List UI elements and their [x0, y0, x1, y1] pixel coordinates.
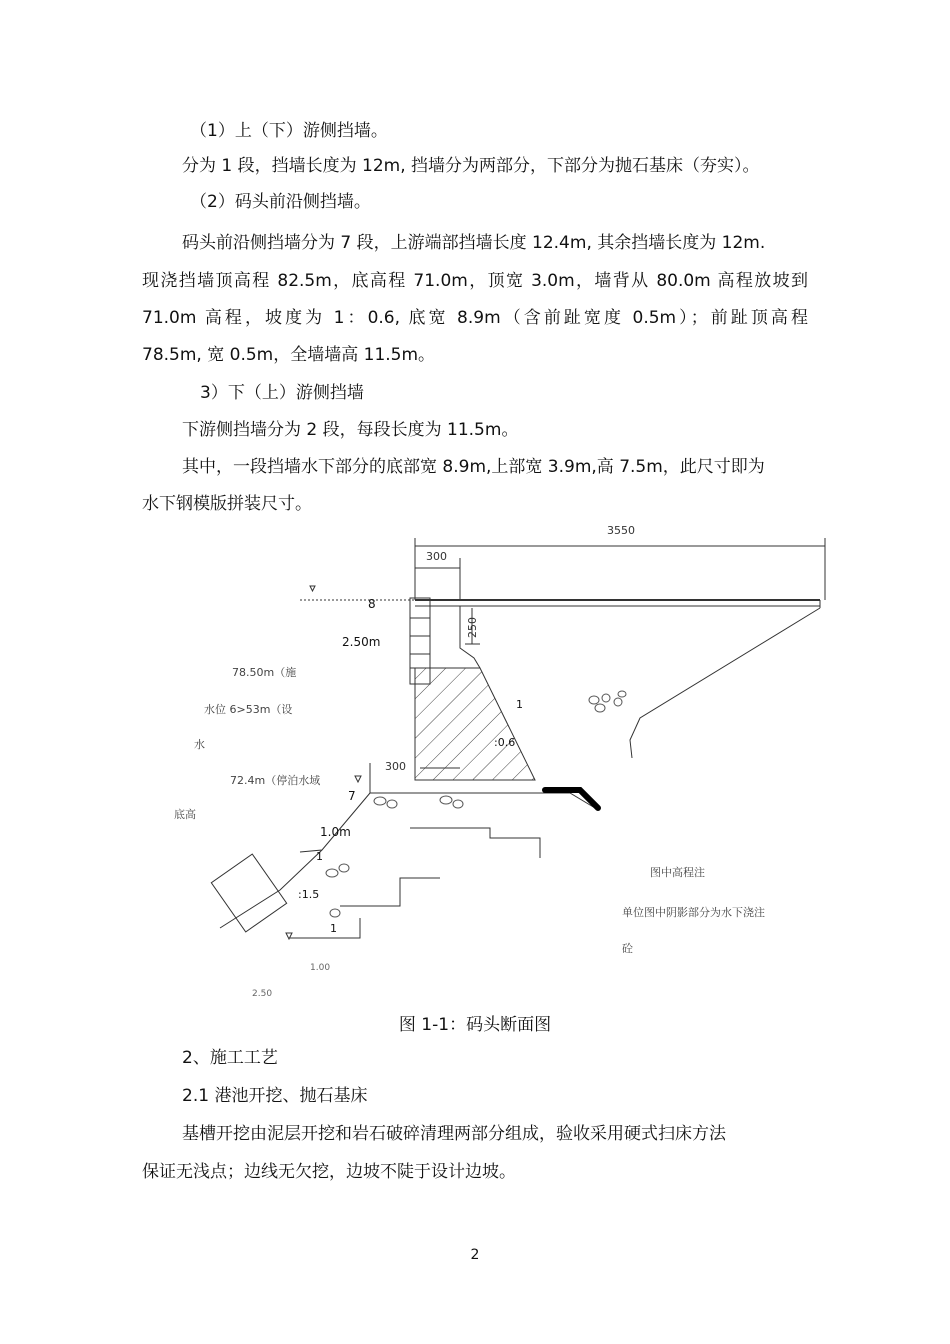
slope-label-1c: 1 — [330, 922, 337, 935]
label-2-50m: 2.50m — [342, 635, 381, 649]
paragraph-4-line-3: 71.0m 高程，坡度为 1：0.6, 底宽 8.9m（含前趾宽度 0.5m）；前趾顶高程 — [142, 308, 808, 328]
bench-step-1 — [410, 828, 540, 858]
label-cut-1: 1.00 — [310, 963, 331, 973]
paragraph-5: 3）下（上）游侧挡墙 — [200, 383, 364, 403]
slope-label-1b: 1 — [316, 850, 323, 863]
dim-300-top: 300 — [426, 550, 447, 563]
slope-label-1-5: :1.5 — [298, 888, 320, 901]
note-concrete: 砼 — [622, 942, 633, 955]
paragraph-8-line-1: 基槽开挖由泥层开挖和岩石破碎清理两部分组成，验收采用硬式扫床方法 — [182, 1124, 726, 1144]
label-72-4m: 72.4m（停泊水域 — [230, 774, 321, 787]
label-water-level: 水位 6>53m（设 — [204, 703, 293, 716]
slope-label-0-6: :0.6 — [494, 736, 516, 749]
paragraph-7-line-2: 水下钢模版拼装尺寸。 — [142, 494, 312, 514]
label-cut-2: 2.50 — [252, 989, 273, 996]
paragraph-1: （1）上（下）游侧挡墙。 — [190, 121, 388, 141]
section-heading-2-1: 2.1 港池开挖、抛石基床 — [182, 1086, 368, 1106]
foundation-top — [370, 780, 595, 808]
front-slope — [300, 793, 370, 852]
water-mark-triangle-1 — [310, 586, 315, 591]
cast-in-situ-concrete-hatch — [415, 668, 535, 780]
paragraph-6: 下游侧挡墙分为 2 段，每段长度为 11.5m。 — [182, 420, 519, 440]
slope-label-1a: 1 — [516, 698, 523, 711]
backfill-slope — [630, 608, 820, 758]
bench-step-3 — [290, 918, 360, 938]
paragraph-4-line-1: 码头前沿侧挡墙分为 7 段，上游端部挡墙长度 12.4m, 其余挡墙长度为 12m. — [182, 233, 766, 253]
section-heading-2: 2、施工工艺 — [182, 1048, 278, 1068]
paragraph-8-line-2: 保证无浅点；边线无欠挖，边坡不陡于设计边坡。 — [142, 1162, 516, 1182]
label-1-0m: 1.0m — [320, 825, 351, 839]
note-shaded-area: 单位图中阴影部分为水下浇注 — [622, 906, 765, 919]
label-bottom-elevation: 底高 — [174, 808, 196, 821]
label-7: 7 — [348, 789, 356, 803]
label-8: 8 — [368, 597, 376, 611]
note-elevation: 图中高程注 — [650, 866, 705, 879]
paragraph-2: 分为 1 段，挡墙长度为 12m, 挡墙分为两部分，下部分为抛石基床（夯实）。 — [182, 156, 760, 176]
paragraph-4-line-4: 78.5m, 宽 0.5m，全墙墙高 11.5m。 — [142, 345, 436, 365]
dim-250: 250 — [466, 617, 479, 638]
dim-300-toe: 300 — [385, 760, 406, 773]
label-78-50m: 78.50m（施 — [232, 666, 297, 679]
water-mark-triangle-2 — [355, 776, 361, 782]
paragraph-4-line-2: 现浇挡墙顶高程 82.5m，底高程 71.0m，顶宽 3.0m，墙背从 80.0m 高程放坡到 — [142, 271, 808, 291]
paragraph-3: （2）码头前沿侧挡墙。 — [190, 192, 371, 212]
bench-step-2 — [340, 878, 440, 906]
dim-3550: 3550 — [607, 524, 635, 537]
wharf-section-figure — [160, 518, 840, 996]
page-number: 2 — [470, 1247, 480, 1263]
figure-caption: 图 1-1：码头断面图 — [398, 1015, 552, 1035]
label-water: 水 — [194, 738, 205, 751]
wharf-section-drawing — [160, 518, 840, 996]
paragraph-7-line-1: 其中，一段挡墙水下部分的底部宽 8.9m,上部宽 3.9m,高 7.5m，此尺寸即为 — [182, 457, 765, 477]
